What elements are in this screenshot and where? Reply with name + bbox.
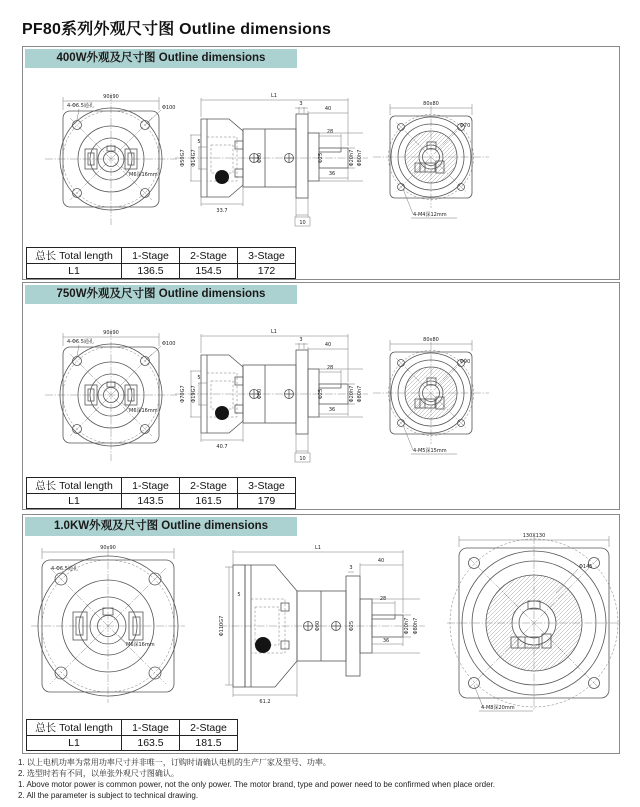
dimensions-table-1kw	[26, 719, 238, 751]
dim-label-rear-square: 130X130	[522, 533, 546, 539]
dim-label-rear-square: 80x80	[423, 101, 439, 107]
dim-label-5: 5	[197, 139, 201, 145]
dim-label-front-holes: 4-Φ6.5通孔	[51, 566, 78, 572]
dim-label-28: 28	[326, 129, 334, 135]
footnotes	[18, 757, 495, 801]
footnote-line: 2. 选型时若有不同，以单张外观尺寸图确认。	[18, 769, 179, 778]
table-cell: 161.5	[180, 494, 238, 509]
footnote-line: 1. 以上电机功率为常用功率尺寸并非唯一，订购时请确认电机的生产厂家及型号、功率。	[18, 758, 331, 767]
dim-label-40: 40	[324, 106, 332, 112]
dim-label-10: 10	[299, 220, 306, 226]
dim-label-l1: L1	[315, 545, 321, 551]
dim-label-boss: Φ80h7	[413, 617, 419, 635]
dim-label-rear-bc: Φ90	[460, 359, 471, 365]
dim-label-rear-square: 80x80	[423, 337, 439, 343]
dimensions-table-750w	[26, 477, 296, 509]
table-cell: L1	[27, 494, 122, 509]
dim-label-bottom: 40.7	[216, 444, 228, 450]
table-header-cell: 1-Stage	[122, 478, 180, 494]
table-cell: 154.5	[180, 264, 238, 279]
table-header-cell: 3-Stage	[238, 478, 296, 494]
dim-label-body: Φ80	[315, 620, 321, 632]
dim-label-front-outer: Φ100	[162, 105, 176, 111]
table-header-cell: 总长 Total length	[27, 248, 122, 264]
dim-label-front-tap: M6深16mm	[129, 172, 158, 178]
dim-label-spigot: Φ110G7	[219, 615, 225, 637]
dim-label-hub: Φ25	[318, 388, 324, 400]
dim-label-bottom: 61.2	[259, 699, 271, 705]
side-view-drawing	[175, 329, 368, 462]
dim-label-36: 36	[328, 171, 336, 177]
section-750w-header: 750W外观及尺寸图 Outline dimensions	[25, 285, 297, 304]
section-750w	[22, 282, 620, 510]
dim-label-3: 3	[299, 101, 303, 107]
technical-drawing-400w	[23, 69, 619, 247]
table-header-cell: 2-Stage	[180, 478, 238, 494]
table-cell: 179	[238, 494, 296, 509]
technical-drawing-1kw	[23, 533, 619, 719]
table-header-cell: 总长 Total length	[27, 720, 122, 736]
table-header-cell: 1-Stage	[122, 248, 180, 264]
section-1kw-header: 1.0KW外观及尺寸图 Outline dimensions	[25, 517, 297, 536]
dim-label-spigot: Φ70G7	[180, 385, 186, 403]
table-cell: 172	[238, 264, 296, 279]
dim-label-front-outer: Φ100	[162, 341, 176, 347]
dim-label-front-holes: 4-Φ6.5通孔	[67, 103, 94, 109]
table-header-cell: 2-Stage	[180, 720, 238, 736]
dim-label-rear-tap: 4-M8深20mm	[481, 705, 515, 711]
dim-label-3: 3	[299, 337, 303, 343]
dim-label-40: 40	[324, 342, 332, 348]
dim-label-front-tap: M6深16mm	[129, 408, 158, 414]
dim-label-rear-bc: Φ70	[460, 123, 471, 129]
front-view-drawing	[45, 93, 177, 225]
side-view-drawing	[175, 93, 368, 226]
front-view-drawing	[31, 545, 185, 703]
footnote-line: 2. All the parameter is subject to technical drawing.	[18, 791, 199, 800]
front-view-drawing	[45, 329, 177, 461]
dim-label-28: 28	[379, 596, 387, 602]
dim-label-10: 10	[299, 456, 306, 462]
dim-label-shaft: Φ20h7	[404, 617, 410, 635]
technical-drawing-750w	[23, 305, 619, 477]
dim-label-3: 3	[349, 565, 353, 571]
table-cell: 143.5	[122, 494, 180, 509]
side-view-drawing	[219, 545, 425, 705]
dim-label-front-square: 90x90	[103, 330, 119, 336]
dim-label-40: 40	[377, 558, 385, 564]
table-cell: 136.5	[122, 264, 180, 279]
dim-label-36: 36	[382, 638, 390, 644]
table-header-cell: 3-Stage	[238, 248, 296, 264]
dim-label-l1: L1	[271, 93, 277, 99]
dim-label-36: 36	[328, 407, 336, 413]
dim-label-5: 5	[237, 592, 241, 598]
dim-label-rear-tap: 4-M4深12mm	[413, 212, 447, 218]
table-header-cell: 1-Stage	[122, 720, 180, 736]
dim-label-hub: Φ25	[349, 620, 355, 632]
dim-label-hub: Φ25	[318, 152, 324, 164]
dim-label-bottom: 33.7	[216, 208, 228, 214]
dim-label-rear-tap: 4-M5深15mm	[413, 448, 447, 454]
dim-label-boss: Φ80h7	[357, 149, 363, 167]
dim-label-5: 5	[197, 375, 201, 381]
dimensions-table-400w	[26, 247, 296, 279]
table-cell: 163.5	[122, 736, 180, 751]
page-title: PF80系列外观尺寸图 Outline dimensions	[22, 21, 332, 38]
rear-view-drawing	[447, 533, 621, 711]
rear-view-drawing	[373, 101, 489, 218]
footnote-line: 1. Above motor power is common power, not the only power. The motor brand, type and power need to be confirmed when place order.	[18, 780, 496, 789]
table-cell: L1	[27, 736, 122, 751]
section-1kw	[22, 514, 620, 754]
dim-label-front-holes: 4-Φ6.5通孔	[67, 339, 94, 345]
section-400w-header: 400W外观及尺寸图 Outline dimensions	[25, 49, 297, 68]
rear-view-drawing	[373, 337, 489, 454]
dim-label-front-tap: M6深16mm	[126, 642, 155, 648]
table-cell: 181.5	[180, 736, 238, 751]
section-400w	[22, 46, 620, 280]
dim-label-front-square: 90x90	[103, 94, 119, 100]
dim-label-rear-bc: Φ145	[579, 564, 593, 570]
dim-label-body: Φ80	[257, 152, 263, 164]
dim-label-28: 28	[326, 365, 334, 371]
dim-label-body: Φ80	[257, 388, 263, 400]
table-header-cell: 2-Stage	[180, 248, 238, 264]
dim-label-spigot: Φ50G7	[180, 149, 186, 167]
dim-label-front-square: 90x90	[100, 545, 116, 551]
table-cell: L1	[27, 264, 122, 279]
dim-label-shaft: Φ20h7	[349, 385, 355, 403]
table-header-cell: 总长 Total length	[27, 478, 122, 494]
dim-label-l1: L1	[271, 329, 277, 335]
dim-label-bore: Φ14G7	[191, 149, 197, 167]
dim-label-boss: Φ80h7	[357, 385, 363, 403]
dim-label-shaft: Φ20h7	[349, 149, 355, 167]
dim-label-bore: Φ19G7	[191, 385, 197, 403]
